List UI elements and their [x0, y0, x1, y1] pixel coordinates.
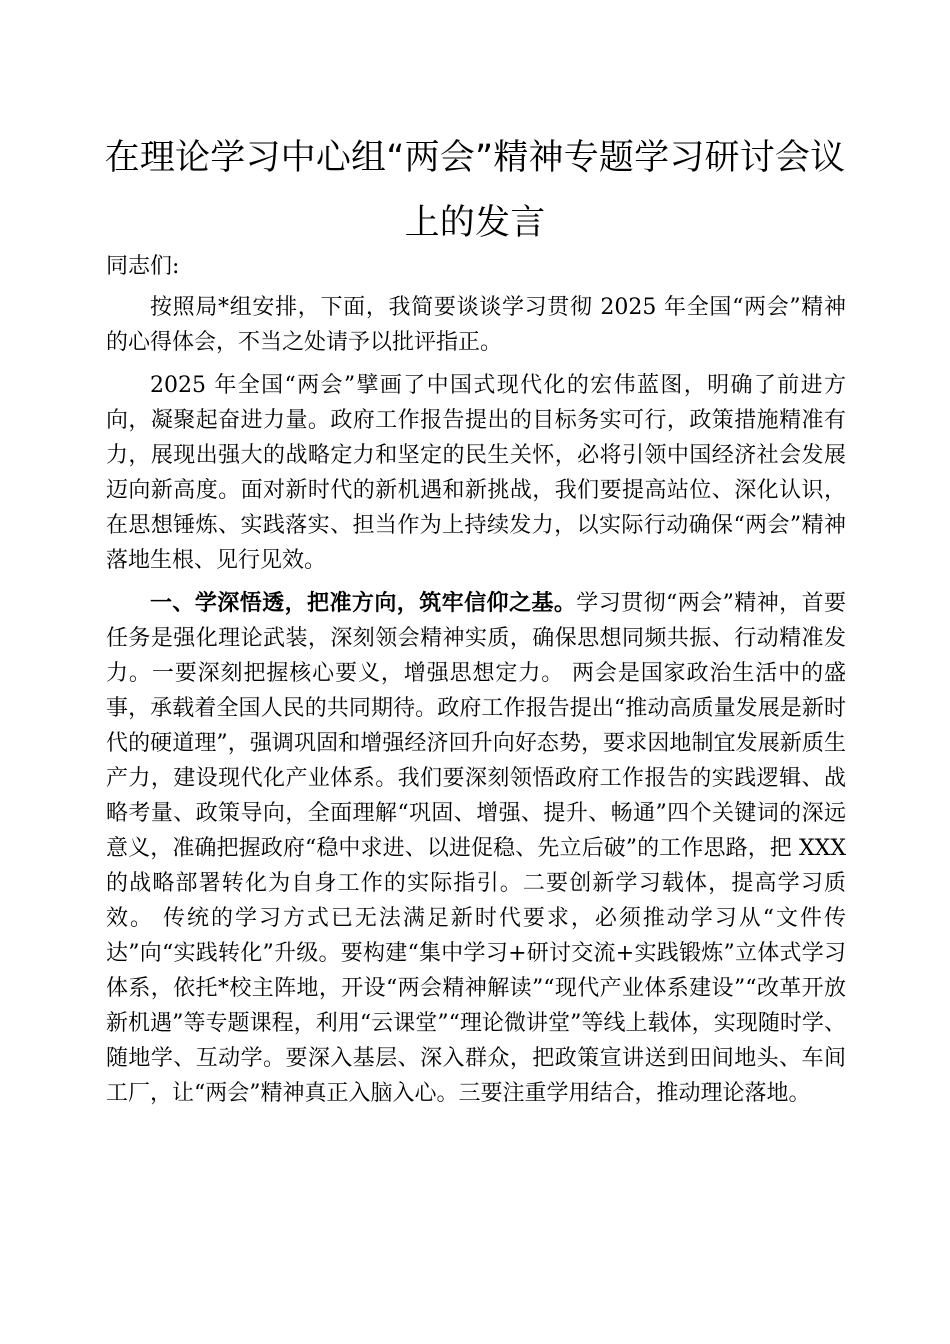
paragraph-section-one — [106, 586, 846, 1111]
salutation: 同志们: — [106, 254, 180, 279]
paragraph-text: 2025 年全国“两会”擘画了中国式现代化的宏伟蓝图，明确了前进方向，凝聚起奋进力量。政府工作报告提出的目标务实可行，政策措施精准有力，展现出强大的战略定力和坚定的民生关怀，必将引领中国经济社会发展迈向新高度。面对新时代的新机遇和新挑战，我们要提高站位、深化认识，在思想锤炼、实践落实、担当作为上持续发力，以实际行动确保“两会”精神落地生根、见行见效。 — [106, 373, 846, 573]
paragraph-intro — [106, 290, 846, 360]
paragraph-overview — [106, 368, 846, 578]
section-heading: 一、学深悟透，把准方向，筑牢信仰之基。 — [150, 590, 577, 616]
paragraph-text: 学习贯彻“两会”精神，首要任务是强化理论武装，深刻领会精神实质，确保思想同频共振、行动精准发力。一要深刻把握核心要义，增强思想定力。 两会是国家政治生活中的盛事，承载着全国人民的共同期待。政府工作报告提出“推动高质量发展是新时代的硬道理”，强调巩固和增强经济回升向好态势，要求因地制宜发展新质生产力，建设现代化产业体系。我们要深刻领悟政府工作报告的实践逻辑、战略考量、政策导向，全面理解“巩固、增强、提升、畅通”四个关键词的深远意义，准确把握政府“稳中求进、以进促稳、先立后破”的工作思路，把 XXX 的战略部署转化为自身工作的实际指引。二要创新学习载体，提高学习质效。 传统的学习方式已无法满足新时代要求，必须推动学习从“文件传达”向“实践转化”升级。要构建“集中学习+研讨交流+实践锻炼”立体式学习体系，依托*校主阵地，开设“两会精神解读”“现代产业体系建设”“改革开放新机遇”等专题课程，利用“云课堂”“理论微讲堂”等线上载体，实现随时学、随地学、互动学。要深入基层、深入群众，把政策宣讲送到田间地头、车间工厂，让“两会”精神真正入脑入心。三要注重学用结合，推动理论落地。 — [106, 591, 846, 1106]
paragraph-text: 按照局*组安排，下面，我简要谈谈学习贯彻 2025 年全国“两会”精神的心得体会，不当之处请予以批评指正。 — [106, 295, 846, 355]
document-title: 在理论学习中心组“两会”精神专题学习研讨会议上的发言 — [104, 138, 846, 243]
document-body — [106, 249, 846, 1119]
